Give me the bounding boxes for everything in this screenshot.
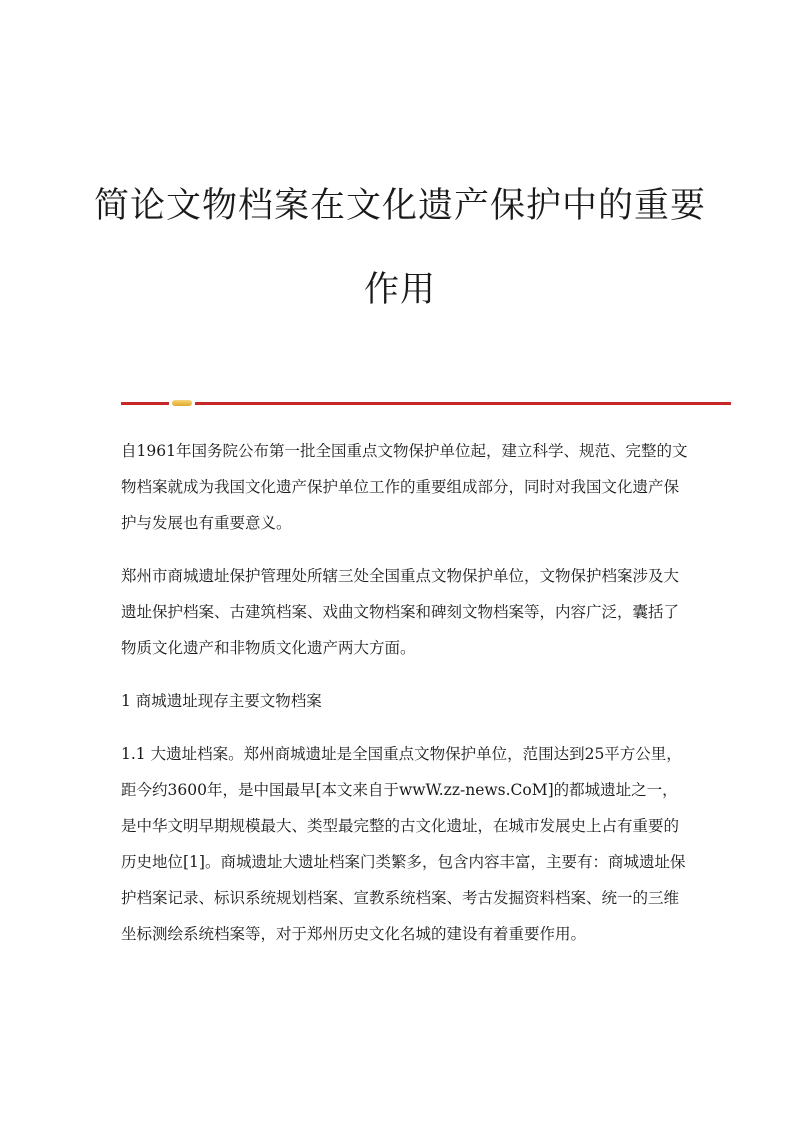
paragraph-scope: 郑州市商城遗址保护管理处所辖三处全国重点文物保护单位，文物保护档案涉及大遗址保护档案、古建筑档案、戏曲文物档案和碑刻文物档案等，内容广泛，囊括了物质文化遗产和非物质文化遗产两大方面。 bbox=[121, 567, 680, 657]
divider-ornament-icon bbox=[172, 400, 192, 406]
divider-left-segment bbox=[121, 402, 169, 405]
document-title-line1: 简论文物档案在文化遗产保护中的重要 bbox=[93, 186, 706, 226]
document-body bbox=[121, 433, 691, 969]
document-title-line2: 作用 bbox=[363, 270, 436, 310]
section-heading: 1 商城遗址现存主要文物档案 bbox=[121, 692, 322, 710]
divider-right-segment bbox=[195, 402, 731, 405]
paragraph-section-1-1: 1.1 大遗址档案。郑州商城遗址是全国重点文物保护单位，范围达到25平方公里，距今约3600年，是中国最早[本文来自于wwW.zz-news.CoM]的都城遗址之一，是中华文明早期规模最大、类型最完整的古文化遗址，在城市发展史上占有重要的历史地位[1]。商城遗址大遗址档案门类繁多，包含内容丰富，主要有：商城遗址保护档案记录、标识系统规划档案、宣教系统档案、考古发掘资料档案、统一的三维坐标测绘系统档案等，对于郑州历史文化名城的建设有着重要作用。 bbox=[121, 745, 686, 943]
paragraph-intro: 自1961年国务院公布第一批全国重点文物保护单位起，建立科学、规范、完整的文物档案就成为我国文化遗产保护单位工作的重要组成部分，同时对我国文化遗产保护与发展也有重要意义。 bbox=[121, 442, 688, 532]
title-divider bbox=[121, 400, 731, 406]
